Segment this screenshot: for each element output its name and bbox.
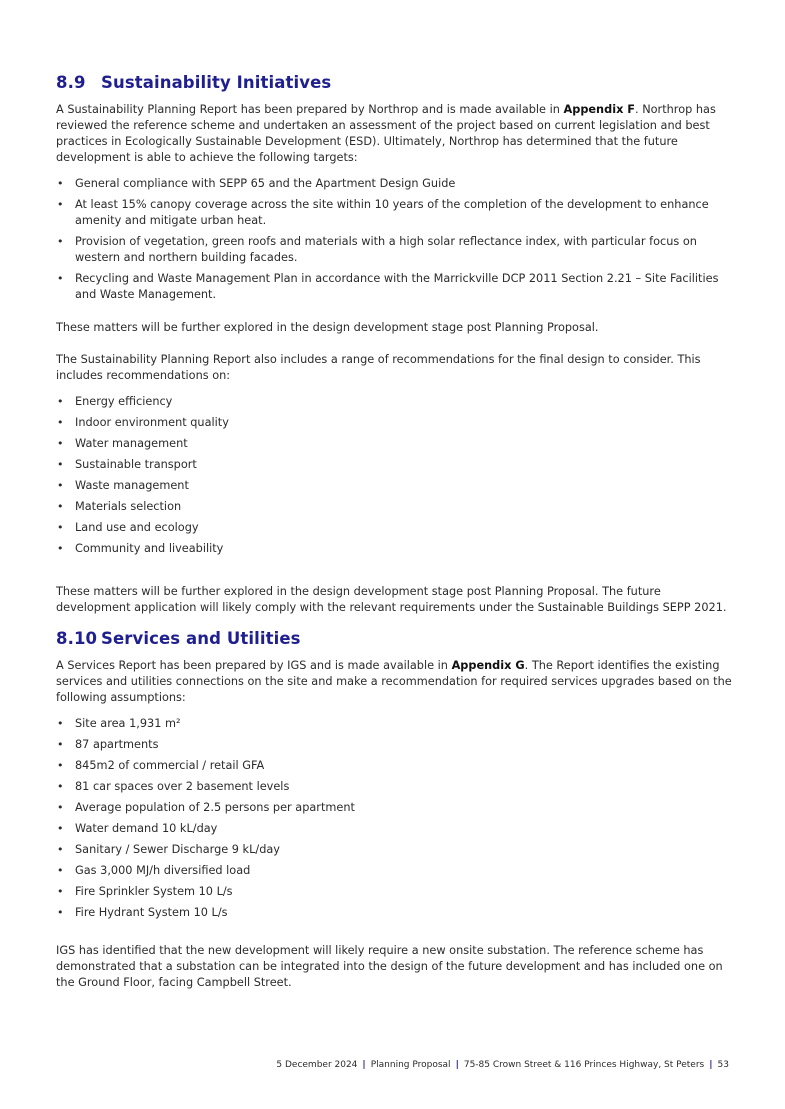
paragraph: IGS has identified that the new development will likely require a new onsite substation. The reference scheme has demonstrated that a substation can be integrated into the design of the future development and has included one on the Ground Floor, facing Campbell Street. [56, 944, 723, 989]
footer-address: 75-85 Crown Street & 116 Princes Highway, St Peters [463, 1060, 705, 1070]
footer-separator: | [362, 1060, 366, 1070]
list-item: • At least 15% canopy coverage across the site within 10 years of the completion of the development to enhance amenity and mitigate urban heat. [56, 197, 732, 229]
list-item: • Water management [56, 436, 732, 452]
section-title: Sustainability Initiatives [101, 73, 332, 92]
sustainability-targets-list [56, 176, 732, 303]
assumptions-list [56, 716, 732, 921]
section-8-10-intro: A Services Report has been prepared by IGS and is made available in Appendix G. The Report identifies the existing services and utilities connections on the site and make a recommendation for required services upgrades based on the following assumptions: [56, 659, 732, 704]
list-item: • Water demand 10 kL/day [56, 821, 732, 837]
section-number: 8.10 [56, 629, 98, 648]
list-item: • General compliance with SEPP 65 and the Apartment Design Guide [56, 176, 732, 192]
list-item: • Provision of vegetation, green roofs and materials with a high solar reflectance index, with particular focus on western and northern building facades. [56, 234, 732, 266]
list-item: • Recycling and Waste Management Plan in accordance with the Marrickville DCP 2011 Section 2.21 – Site Facilities and Waste Management. [56, 271, 732, 303]
list-item: • Sanitary / Sewer Discharge 9 kL/day [56, 842, 732, 858]
section-8-9-heading [56, 72, 732, 94]
list-item: • Community and liveability [56, 541, 732, 557]
list-item: • Site area 1,931 m² [56, 716, 732, 732]
paragraph: These matters will be further explored in the design development stage post Planning Proposal. The future development application will likely comply with the relevant requirements under the Sustainable Buildings SEPP 2021. [56, 585, 727, 614]
paragraph: These matters will be further explored in the design development stage post Planning Proposal. [56, 321, 599, 334]
footer-document-title: Planning Proposal [370, 1060, 451, 1070]
list-item: • Waste management [56, 478, 732, 494]
document-page [56, 72, 732, 991]
appendix-g-reference: Appendix G [451, 659, 525, 672]
footer-separator: | [709, 1060, 713, 1070]
list-item: • 87 apartments [56, 737, 732, 753]
list-item: • 845m2 of commercial / retail GFA [56, 758, 732, 774]
list-item: • Land use and ecology [56, 520, 732, 536]
page-footer [276, 1060, 729, 1070]
list-item: • Average population of 2.5 persons per apartment [56, 800, 732, 816]
list-item: • Sustainable transport [56, 457, 732, 473]
page-number: 53 [717, 1060, 729, 1070]
recommendations-list [56, 394, 732, 557]
list-item: • Fire Hydrant System 10 L/s [56, 905, 732, 921]
list-item: • Fire Sprinkler System 10 L/s [56, 884, 732, 900]
list-item: • Indoor environment quality [56, 415, 732, 431]
list-item: • 81 car spaces over 2 basement levels [56, 779, 732, 795]
list-item: • Materials selection [56, 499, 732, 515]
paragraph: The Sustainability Planning Report also includes a range of recommendations for the final design to consider. This includes recommendations on: [56, 353, 701, 382]
section-8-10-heading [56, 628, 732, 650]
footer-date: 5 December 2024 [276, 1060, 358, 1070]
appendix-f-reference: Appendix F [563, 103, 636, 116]
section-title: Services and Utilities [101, 629, 301, 648]
list-item: • Gas 3,000 MJ/h diversified load [56, 863, 732, 879]
list-item: • Energy efficiency [56, 394, 732, 410]
footer-separator: | [455, 1060, 459, 1070]
section-number: 8.9 [56, 73, 86, 92]
section-8-9-intro: A Sustainability Planning Report has been prepared by Northrop and is made available in Appendix F. Northrop has reviewed the reference scheme and undertaken an assessment of the project based on current legislation and best practices in Ecologically Sustainable Development (ESD). Ultimately, Northrop has determined that the future development is able to achieve the following targets: [56, 103, 716, 164]
